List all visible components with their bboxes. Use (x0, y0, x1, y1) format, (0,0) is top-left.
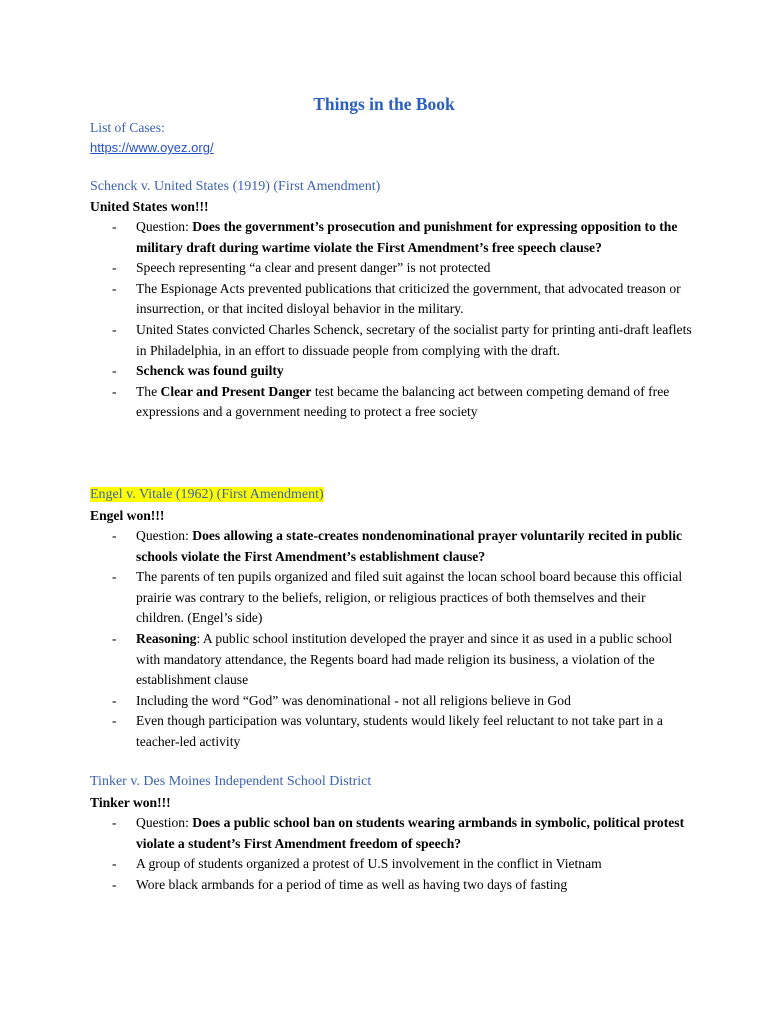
dash-bullet: - (112, 280, 117, 296)
dash-bullet: - (112, 569, 117, 585)
list-item: - Including the word “God” was denominational - not all religions believe in God (0, 691, 696, 712)
dash-bullet: - (112, 815, 117, 830)
oyez-link[interactable]: https://www.oyez.org/ (90, 140, 214, 155)
list-item: - Schenck was found guilty (0, 361, 696, 382)
list-item: - The Espionage Acts prevented publications that criticized the government, that advocated treason or insurrection, or that incited disloyal behavior in the military. (112, 280, 681, 317)
dash-bullet: - (112, 363, 117, 379)
case-heading-schenck: Schenck v. United States (1919) (First Amendment) (90, 179, 381, 194)
list-item: - United States convicted Charles Schenck, secretary of the socialist party for printing anti-draft leaflets in Philadelphia, in an effort to dissuade people from complying with the draft. (112, 321, 692, 358)
list-item: - Question: Does the government’s prosecution and punishment for expressing opposition to the military draft during wartime violate the First Amendment’s free speech clause? (112, 219, 678, 255)
dash-bullet: - (112, 692, 117, 708)
case-heading-engel: Engel v. Vitale (1962) (First Amendment) (90, 487, 324, 502)
dash-bullet: - (112, 630, 117, 646)
dash-bullet: - (112, 219, 117, 234)
dash-bullet: - (112, 713, 117, 729)
case-winner-tinker: Tinker won!!! (90, 795, 171, 810)
list-item: - Even though participation was voluntary, students would likely feel reluctant to not take part in a teacher-led activity (112, 713, 663, 749)
case-winner-schenck: United States won!!! (90, 199, 209, 214)
dash-bullet: - (112, 528, 117, 543)
list-item: - Question: Does allowing a state-creates nondenominational prayer voluntarily recited in public schools violate the First Amendment’s establishment clause? (112, 528, 683, 564)
case-winner-engel: Engel won!!! (90, 508, 165, 523)
list-item: - A group of students organized a protest of U.S involvement in the conflict in Vietnam (0, 854, 696, 875)
dash-bullet: - (112, 876, 117, 892)
list-item: - The parents of ten pupils organized and filed suit against the locan school board because this official prairie was contrary to the beliefs, religion, or religious practices of both themselves and their children. (Engel’s side) (112, 569, 683, 626)
list-item: - Speech representing “a clear and present danger” is not protected (0, 258, 696, 279)
dash-bullet: - (112, 321, 117, 337)
case-heading-tinker: Tinker v. Des Moines Independent School District (90, 774, 372, 789)
list-item: - The Clear and Present Danger test became the balancing act between competing demand of free expressions and a government needing to protect a free society (112, 383, 670, 420)
list-of-cases-label: List of Cases: (90, 120, 165, 135)
page-title: Things in the Book (313, 94, 455, 114)
dash-bullet: - (112, 856, 117, 872)
case-bullets-tinker (0, 813, 696, 895)
case-bullets-engel (0, 526, 696, 753)
list-item: - Reasoning: A public school institution developed the prayer and since it as used in a public school with mandatory attendance, the Regents board had made religion its business, a violation of the establishment clause (112, 630, 673, 688)
case-bullets-schenck (0, 217, 696, 423)
list-item: - Question: Does a public school ban on students wearing armbands in symbolic, political protest violate a student’s First Amendment freedom of speech? (112, 815, 685, 851)
list-item: - Wore black armbands for a period of time as well as having two days of fasting (0, 875, 696, 896)
dash-bullet: - (112, 260, 117, 276)
dash-bullet: - (112, 383, 117, 399)
